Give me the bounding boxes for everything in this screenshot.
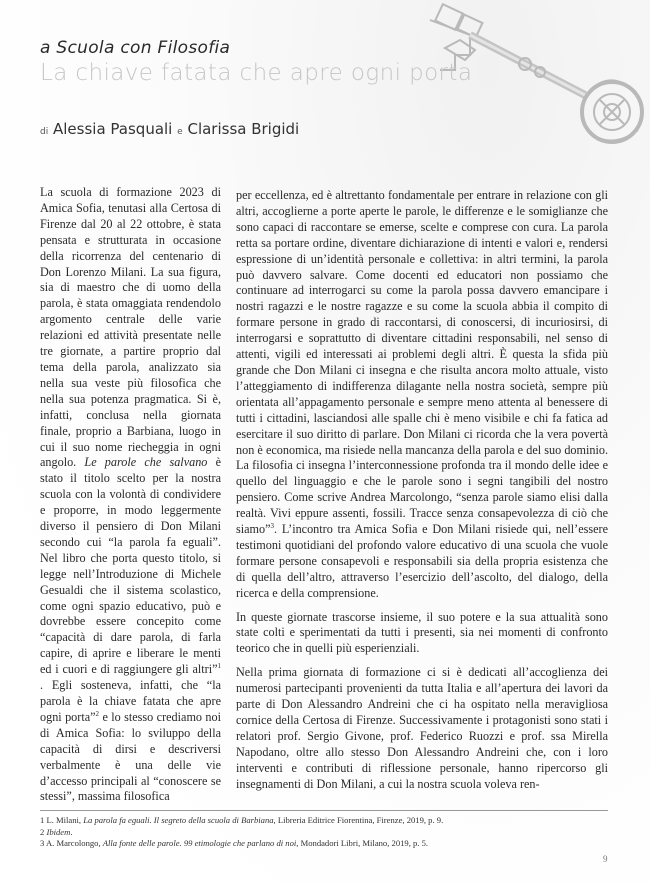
section-kicker: a Scuola con Filosofia [40, 38, 231, 58]
left-text-1: La scuola di formazione 2023 di Amica Sofia, tenutasi alla Certosa di Firenze dal 20 al 22 ottobre, è stata pensata e strutturata in occasione della ricorrenza del centenario di Don Lorenzo Milani. La sua figura, sia di maestro che di uomo della parola, è stata omaggiata rendendolo argomento centrale delle varie relazioni ed attività presentate nelle tre giornate, a partire proprio dal tema della parola, analizzato sia nella sua veste più filosofica che nella sua potenza pragmatica. Si è, infatti, conclusa nella giornata finale, proprio a Barbiana, luogo in cui il suo nome riecheggia in ogni angolo. [40, 185, 221, 470]
footnote-1-title: La parola fa eguali. Il segreto della scuola di Barbiana [83, 815, 274, 825]
footnote-3 [40, 838, 608, 850]
article-header [40, 38, 472, 86]
footnote-3-title: Alla fonte delle parole. 99 etimologie che parlano di noi [102, 838, 297, 848]
byline-e: e [177, 127, 183, 137]
footnote-1-post: , Libreria Editrice Fiorentina, Firenze, 2019, p. 9. [273, 815, 444, 825]
footnote-ref-2[interactable]: 2 [95, 709, 100, 718]
byline-di: di [40, 127, 49, 137]
article-title: La chiave fatata che apre ogni porta [40, 60, 473, 86]
footnote-2-title: Ibidem [46, 826, 71, 837]
byline [40, 120, 299, 138]
left-text-2: è stato il titolo scelto per la nostra scuola con la volontà di condividere e proporre, in modo leggermente diverso il pensiero di Don Milani secondo cui “la parola fa eguali”. Nel libro che porta questo titolo, si legge nell’Introduzione di Michele Gesualdi che il sistema scolastico, come ogni spazio educativo, può e dovrebbe essere concepito come “capacità di dare parola, di farla capire, di aprire e liberare le menti ed i cuori e di raggiungere gli altri” [40, 455, 221, 677]
left-italic-title: Le parole che salvano [84, 455, 208, 470]
footnote-ref-3[interactable]: 3 [270, 521, 275, 530]
footnote-1-pre: 1 L. Milani, [40, 815, 84, 825]
footnote-1 [40, 815, 608, 827]
footnote-3-pre: 3 A. Marcolongo, [40, 838, 103, 848]
right-text-1b: . L’incontro tra Amica Sofia e Don Milani risiede qui, nell’essere testimoni quotidiani del profondo valore educativo di una scuola che vuole formare persone consapevoli e responsabili sia della propria esistenza che di quella dell’altro, attraverso l’esercizio dell’ascolto, del dialogo, della ricerca e della comprensione. [236, 522, 608, 600]
page-number: 9 [603, 854, 608, 864]
footnote-2-pre: 2 [40, 826, 47, 837]
footnote-2-post: . [70, 826, 73, 837]
author-2: Clarissa Brigidi [187, 120, 300, 138]
author-1: Alessia Pasquali [53, 120, 173, 138]
right-paragraph-2: In queste giornate trascorse insieme, il suo potere e la sua attualità sono state colti e sperimentati da tutti i presenti, sia nei momenti di confronto teorico che in quelli più esperienziali. [236, 609, 608, 656]
footnote-3-post: , Mondadori Libri, Milano, 2019, p. 5. [296, 838, 429, 848]
right-text-1a: per eccellenza, ed è altrettanto fondamentale per entrare in relazione con gli altri, accoglierne a porte aperte le parole, le differenze e le somiglianze che sono capaci di raccontare se emerse, scelte e comprese con cura. La parola retta sa portare ordine, diventare dichiarazione di intenti e valori e, rendersi espressione di un’identità personale e collettiva: in altri termini, la parola può davvero salvare. Come docenti ed educatori non possiamo che continuare ad interrogarci su come la parola possa davvero emancipare i nostri ragazzi e le nostre ragazze e su come la scuola abbia il compito di formare persone in grado di raccontarsi, di conoscersi, di incuriosirsi, di interrogarsi e soprattutto di diventare cittadini responsabili, nel senso di attenti, vigili ed interessati ai problemi degli altri. È questa la sfida più grande che Don Milani ci insegna e che risulta ancora molto attuale, visto l’atteggiamento di indifferenza dilagante nella nostra società, sempre più orientata all’appagamento personale e sempre meno attenta al benessere di tutti i cittadini, lasciandosi alle spalle chi è meno visibile e chi fa fatica ad esercitare il suo diritto di parlare. Don Milani ci ricorda che la vera povertà non è economica, ma risiede nella mancanza della parola e del suo dominio. La filosofia ci insegna l’interconnessione profonda tra il mondo delle idee e quello del linguaggio e che le parole sono i segni tangibili del nostro pensiero. Come scrive Andrea Marcolongo, “senza parole siamo elisi dalla realtà. Vivi eppure assenti, fossili. Tracce senza consapevolezza di ciò che siamo” [236, 188, 608, 537]
footnote-2 [40, 827, 608, 839]
right-paragraph-1 [236, 188, 608, 602]
footnotes [40, 810, 608, 850]
right-paragraph-3: Nella prima giornata di formazione ci si è dedicati all’accoglienza dei numerosi partecipanti provenienti da tutta Italia e all’apertura dei lavori da parte di Don Alessandro Andreini che ci ha ospitato nella meravigliosa cornice della Certosa di Firenze. Successivamente i protagonisti sono stati i relatori prof. Sergio Givone, prof. Federico Ruozzi e prof. ssa Mirella Napodano, oltre allo stesso Don Alessandro Andreini che, con i loro interventi e contributi di riflessione personale, hanno ripercorso gli insegnamenti di Don Milani, a cui la nostra scuola voleva ren- [236, 665, 608, 791]
left-text-4: e lo stesso crediamo noi di Amica Sofia: lo sviluppo della capacità di dirsi e descriversi verbalmente è una delle vie d’accesso principali al “conoscere se stessi”, massima filosofica [40, 709, 221, 804]
right-column [236, 188, 608, 801]
footnote-ref-1[interactable]: 1 [217, 662, 221, 671]
left-text-3: . Egli sosteneva, infatti, che “la parola è la chiave fatata che apre ogni porta” [40, 678, 221, 724]
left-column [40, 185, 221, 805]
